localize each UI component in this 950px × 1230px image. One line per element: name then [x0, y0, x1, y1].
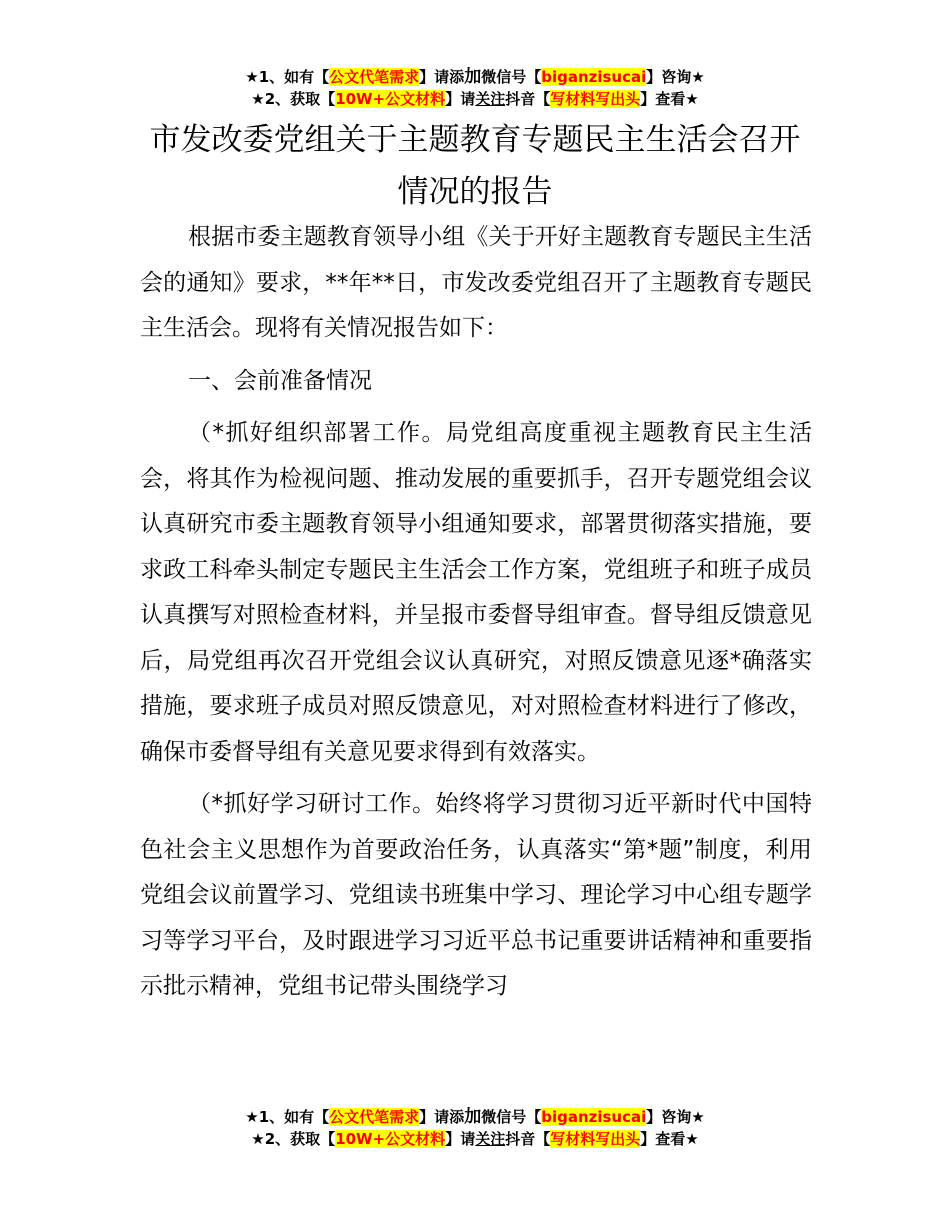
section-heading: 一、会前准备情况: [188, 367, 372, 394]
highlight-wechat-id: biganzisucai: [541, 1108, 647, 1126]
footer-banner: [0, 1106, 950, 1150]
highlight-wechat-id: biganzisucai: [541, 68, 647, 86]
highlight-materials: 10W+公文材料: [335, 90, 446, 108]
banner-line-2: ★2、获取【10W+公文材料】请关注抖音【写材料写出头】查看★: [251, 90, 699, 108]
paragraph-organization: （*抓好组织部署工作。局党组高度重视主题教育民主生活会，将其作为检视问题、推动发展的重要抓手，召开专题党组会议认真研究市委主题教育领导小组通知要求，部署贯彻落实措施，要求政工科牵头制定专题民主生活会工作方案，党组班子和班子成员认真撰写对照检查材料，并呈报市委督导组审查。督导组反馈意见后，局党组再次召开党组会议认真研究，对照反馈意见逐*确落实措施，要求班子成员对照反馈意见，对对照检查材料进行了修改，确保市委督导组有关意见要求得到有效落实。: [140, 420, 812, 765]
header-banner: [0, 66, 950, 110]
document-body: [140, 215, 812, 1017]
highlight-service: 公文代笔需求: [329, 1108, 420, 1126]
banner-line-2: ★2、获取【10W+公文材料】请关注抖音【写材料写出头】查看★: [251, 1130, 699, 1148]
highlight-douyin-account: 写材料写出头: [550, 90, 641, 108]
highlight-service: 公文代笔需求: [329, 68, 420, 86]
banner-line-1: ★1、如有【公文代笔需求】请添加微信号【biganzisucai】咨询★: [245, 67, 705, 87]
highlight-materials: 10W+公文材料: [335, 1130, 446, 1148]
paragraph-study: （*抓好学习研讨工作。始终将学习贯彻习近平新时代中国特色社会主义思想作为首要政治任务，认真落实“第*题”制度，利用党组会议前置学习、党组读书班集中学习、理论学习中心组专题学习等学习平台，及时跟进学习习近平总书记重要讲话精神和重要指示批示精神，党组书记带头围绕学习: [140, 791, 812, 999]
document-title: 市发改委党组关于主题教育专题民主生活会召开情况的报告: [149, 122, 801, 210]
banner-line-1: ★1、如有【公文代笔需求】请添加微信号【biganzisucai】咨询★: [245, 1107, 705, 1127]
paragraph-intro: 根据市委主题教育领导小组《关于开好主题教育专题民主生活会的通知》要求，**年**日，市发改委党组召开了主题教育专题民主生活会。现将有关情况报告如下：: [140, 224, 812, 341]
highlight-douyin-account: 写材料写出头: [550, 1130, 641, 1148]
